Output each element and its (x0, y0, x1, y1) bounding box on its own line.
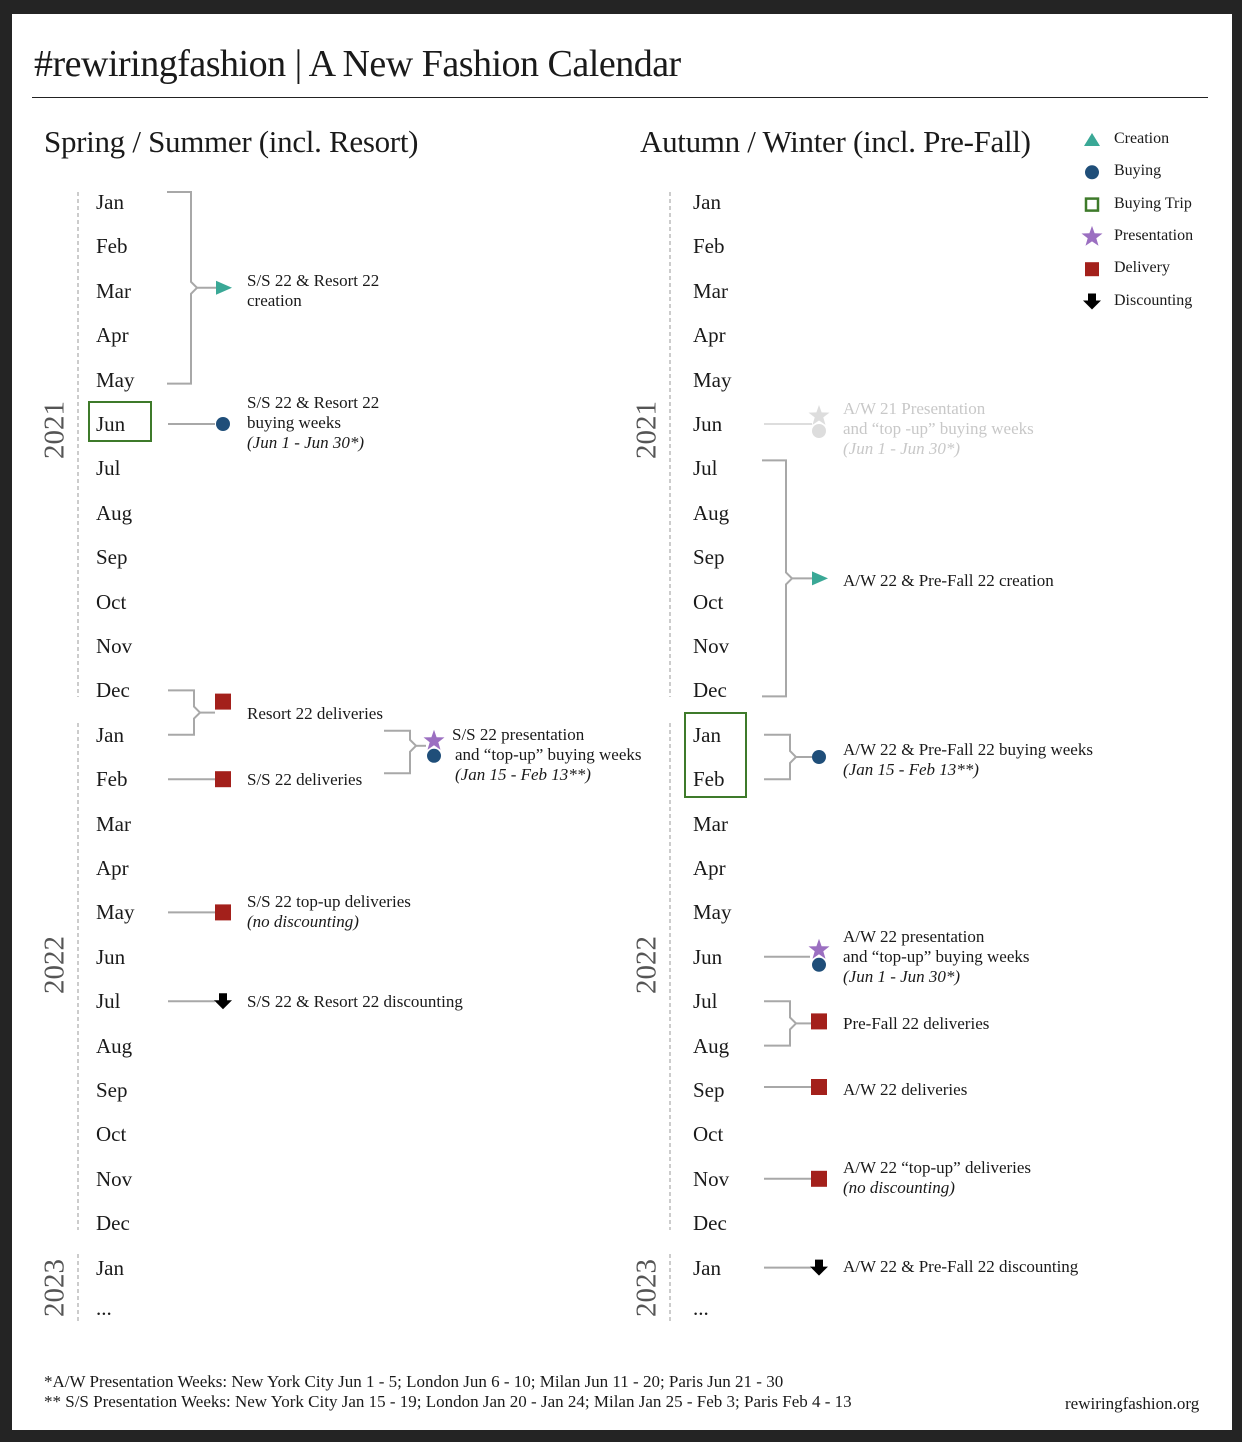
month-label-ss: May (96, 900, 135, 925)
aw-creation-label: A/W 22 & Pre-Fall 22 creation (843, 571, 1054, 590)
month-label-aw: Apr (693, 856, 726, 880)
aw-presentation-buying-marker (812, 958, 826, 972)
aw21-buying-marker (812, 424, 826, 438)
month-label-ss: Jul (96, 456, 121, 481)
month-label-aw: Feb (693, 234, 725, 259)
aw-topup-marker (811, 1171, 827, 1187)
ss-creation-marker (216, 281, 232, 295)
month-label-ss: Aug (96, 1033, 133, 1058)
legend-creation-icon (1084, 133, 1100, 146)
month-label-aw: Jul (693, 989, 718, 1014)
month-label-aw: Jan (693, 190, 721, 214)
month-label-ss: Oct (96, 1122, 127, 1147)
month-label-aw: Aug (693, 1033, 730, 1058)
year-label: 2022 (38, 936, 71, 994)
aw-creation-bracket (762, 460, 792, 696)
aw-discounting-label: A/W 22 & Pre-Fall 22 discounting (843, 1257, 1079, 1276)
ss-delivery-label: S/S 22 deliveries (247, 770, 363, 789)
month-label-ss: Nov (96, 634, 133, 658)
month-label-ss: Oct (96, 589, 127, 614)
month-label-aw: Sep (693, 1078, 725, 1102)
month-label-aw: Apr (693, 323, 726, 348)
aw21-presentation-label: A/W 21 Presentation and “top -up” buying weeks (Jun 1 - Jun 30*) (843, 399, 1034, 458)
month-label-aw: Feb (693, 767, 725, 792)
legend-delivery-icon (1085, 262, 1099, 276)
aw-creation-marker (812, 571, 828, 585)
month-label-aw: Nov (693, 1166, 730, 1191)
month-label-aw: Nov (693, 634, 730, 658)
ss-topup-marker (215, 904, 231, 920)
month-label-ss: Feb (96, 234, 128, 259)
month-label-ss: Apr (96, 323, 129, 348)
legend-presentation-icon (1082, 226, 1103, 246)
aw-buying-marker (812, 750, 826, 764)
legend-label: Presentation (1114, 226, 1194, 244)
month-label-aw: May (693, 367, 732, 392)
timeline-connectors (12, 14, 1232, 1430)
section-title-ss: Spring / Summer (incl. Resort) (44, 124, 419, 159)
month-label-ss: Dec (96, 678, 130, 703)
month-label-ss: Dec (96, 1211, 130, 1236)
month-label-aw: Jan (693, 1255, 721, 1280)
ss-discounting-marker (214, 993, 232, 1009)
month-label-aw: May (693, 900, 732, 925)
month-label-ss: Mar (96, 278, 131, 303)
month-label-aw: Oct (693, 589, 724, 614)
ss-topup-label: S/S 22 top-up deliveries (no discounting) (247, 892, 411, 931)
month-label-aw: Oct (693, 1122, 724, 1147)
section-title-aw: Autumn / Winter (incl. Pre-Fall) (640, 124, 1031, 159)
month-label-ss: Mar (96, 811, 131, 836)
legend-label: Creation (1114, 130, 1170, 147)
month-label-aw: Jan (693, 722, 721, 747)
month-label-ss: Aug (96, 500, 133, 525)
footnote-aw: *A/W Presentation Weeks: New York City Jun 1 - 5; London Jun 6 - 10; Milan Jun 11 - 20; Paris Jun 21 - 30 (44, 1372, 784, 1391)
year-label: 2022 (630, 936, 663, 994)
legend-buying-icon (1085, 165, 1099, 179)
ss-discounting-label: S/S 22 & Resort 22 discounting (247, 992, 463, 1011)
ss-creation-bracket (167, 192, 197, 384)
ss-presentation-buying-marker (427, 749, 441, 763)
month-label-aw: Sep (693, 545, 725, 570)
month-label-ss: Jan (96, 722, 124, 747)
year-label: 2023 (630, 1259, 663, 1317)
resort-delivery-bracket (168, 690, 200, 734)
month-ellipsis-aw: ... (693, 1296, 709, 1320)
month-label-aw: Aug (693, 500, 730, 525)
ss-buying-label: S/S 22 & Resort 22 buying weeks (Jun 1 - Jun 30*) (247, 393, 380, 452)
ss-presentation-marker (424, 730, 445, 750)
aw-presentation-label: A/W 22 presentation and “top-up” buying weeks (Jun 1 - Jun 30*) (843, 927, 1030, 986)
legend-discounting-icon (1083, 294, 1101, 310)
month-ellipsis-ss: ... (96, 1296, 112, 1320)
month-label-ss: Jun (96, 944, 126, 969)
ss-buying-marker (216, 417, 230, 431)
resort-delivery-label: Resort 22 deliveries (247, 704, 383, 723)
month-label-ss: Nov (96, 1166, 133, 1191)
aw-buying-label: A/W 22 & Pre-Fall 22 buying weeks (Jan 15 - Feb 13**) (843, 740, 1093, 779)
month-label-ss: Sep (96, 1078, 128, 1102)
legend-buying-trip-icon (1086, 199, 1098, 211)
aw-presentation-marker (809, 939, 830, 959)
legend-label: Buying (1114, 162, 1162, 180)
month-label-aw: Dec (693, 678, 727, 703)
month-label-aw: Jun (693, 412, 723, 436)
legend-label: Discounting (1114, 291, 1193, 309)
aw-buying-bracket (764, 735, 796, 779)
aw-discounting-marker (810, 1260, 828, 1276)
month-label-aw: Jul (693, 456, 718, 481)
year-label: 2021 (630, 401, 663, 459)
calendar-card (12, 14, 1232, 1430)
legend-label: Delivery (1114, 259, 1170, 277)
ss-presentation-label: S/S 22 presentation and “top-up” buying weeks (Jan 15 - Feb 13**) (452, 725, 642, 784)
aw21-presentation-marker (809, 405, 830, 425)
prefall-delivery-label: Pre-Fall 22 deliveries (843, 1014, 990, 1033)
ss-presentation-bracket (384, 731, 416, 773)
ss-creation-label: S/S 22 & Resort 22 creation (247, 271, 380, 310)
month-label-aw: Jun (693, 944, 723, 969)
legend-label: Buying Trip (1114, 194, 1192, 212)
year-label: 2021 (38, 401, 71, 459)
month-label-aw: Mar (693, 278, 728, 303)
site-url: rewiringfashion.org (1065, 1394, 1200, 1413)
month-label-ss: Jan (96, 1255, 124, 1280)
page-title: #rewiringfashion | A New Fashion Calendar (34, 43, 681, 85)
resort-delivery-marker (215, 694, 231, 710)
month-label-ss: Apr (96, 856, 129, 880)
aw-delivery-marker (811, 1079, 827, 1095)
aw-delivery-label: A/W 22 deliveries (843, 1080, 968, 1099)
month-label-aw: Mar (693, 811, 728, 836)
month-label-ss: Feb (96, 767, 128, 792)
aw-topup-label: A/W 22 “top-up” deliveries (no discounting) (843, 1158, 1032, 1197)
month-label-ss: Jul (96, 989, 121, 1014)
month-label-ss: Jan (96, 190, 124, 214)
month-label-ss: Jun (96, 412, 126, 436)
prefall-delivery-marker (811, 1013, 827, 1029)
year-label: 2023 (38, 1259, 71, 1317)
ss-delivery-marker (215, 771, 231, 787)
month-label-ss: May (96, 367, 135, 392)
month-label-aw: Dec (693, 1211, 727, 1236)
footnote-ss: ** S/S Presentation Weeks: New York City Jan 15 - 19; London Jan 20 - Jan 24; Milan Jan 25 - Feb 3; Paris Feb 4 - 13 (44, 1392, 852, 1411)
month-label-ss: Sep (96, 545, 128, 570)
prefall-delivery-bracket (764, 1001, 796, 1045)
